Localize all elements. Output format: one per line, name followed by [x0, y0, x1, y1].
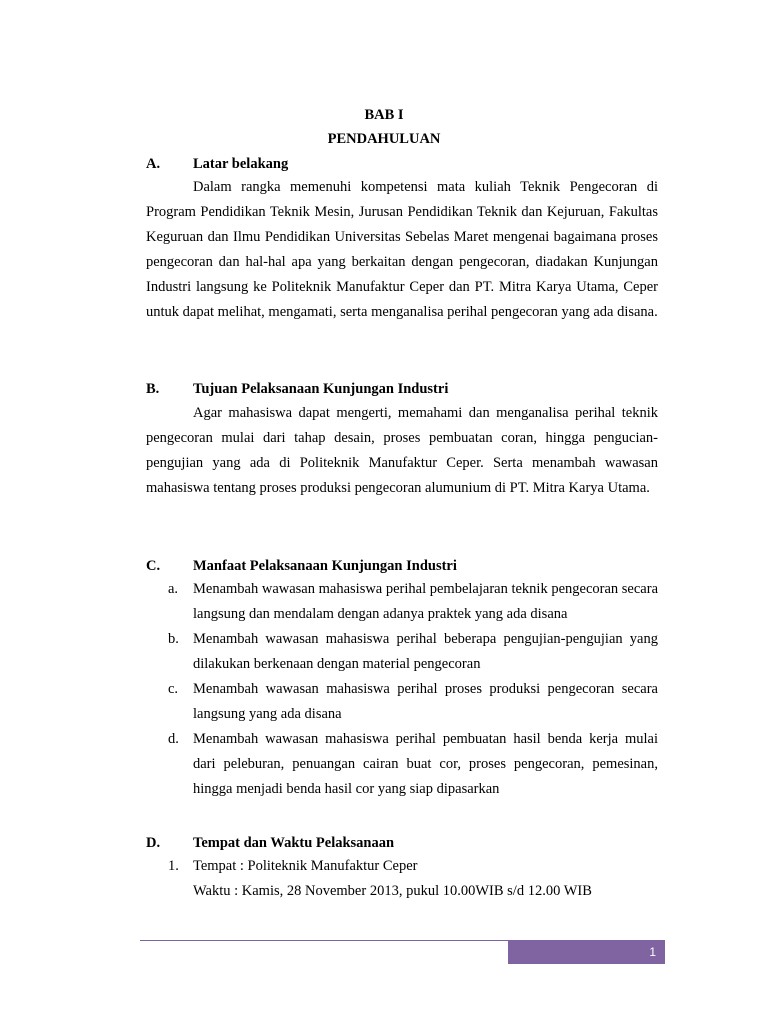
list-item-text: Menambah wawasan mahasiswa perihal proses produksi pengecoran secara langsung yang ada disana	[193, 681, 658, 722]
list-item-text: Menambah wawasan mahasiswa perihal pembuatan hasil benda kerja mulai dari peleburan, penuangan cairan buat cor, proses pengecoran, pemesinan, hingga menjadi benda hasil cor yang siap dipasarkan	[193, 731, 658, 797]
list-item-text: Menambah wawasan mahasiswa perihal pembelajaran teknik pengecoran secara langsung dan mendalam dengan adanya praktek yang ada disana	[193, 581, 658, 622]
page-number: 1	[508, 940, 665, 964]
list-item	[168, 677, 658, 727]
list-item	[168, 627, 658, 677]
list-item	[168, 854, 658, 879]
section-letter: C.	[146, 558, 161, 574]
section-letter: D.	[146, 835, 161, 851]
section-title: Latar belakang	[193, 156, 289, 172]
section-b-paragraph: Agar mahasiswa dapat mengerti, memahami dan menganalisa perihal teknik pengecoran mulai dari tahap desain, proses pembuatan coran, hingga pengucian-pengujian yang ada di Politeknik Manufaktur Ceper. Serta menambah wawasan mahasiswa tentang proses produksi pengecoran alumunium di PT. Mitra Karya Utama.	[146, 405, 658, 496]
list-marker: 1.	[168, 858, 179, 874]
section-letter: A.	[146, 156, 161, 172]
footer-rule	[140, 940, 508, 941]
section-letter: B.	[146, 381, 160, 397]
list-item	[168, 727, 658, 802]
benefits-list	[168, 577, 658, 802]
section-title: Tujuan Pelaksanaan Kunjungan Industri	[193, 381, 449, 397]
chapter-label: BAB I	[364, 107, 404, 123]
place-time-list	[168, 854, 658, 879]
section-title: Tempat dan Waktu Pelaksanaan	[193, 835, 395, 851]
chapter-title: PENDAHULUAN	[327, 131, 441, 147]
list-marker: c.	[168, 681, 179, 697]
list-item-text: Tempat : Politeknik Manufaktur Ceper	[193, 858, 418, 874]
section-a-paragraph: Dalam rangka memenuhi kompetensi mata kuliah Teknik Pengecoran di Program Pendidikan Teknik Mesin, Jurusan Pendidikan Teknik dan Kejuruan, Fakultas Keguruan dan Ilmu Pendidikan Universitas Sebelas Maret mengenai bagaimana proses pengecoran dan hal-hal apa yang berkaitan dengan pengecoran, diadakan Kunjungan Industri langsung ke Politeknik Manufaktur Ceper dan PT. Mitra Karya Utama, Ceper untuk dapat melihat, mengamati, serta menganalisa perihal pengecoran yang ada disana.	[146, 179, 658, 320]
list-item-text: Menambah wawasan mahasiswa perihal beberapa pengujian-pengujian yang dilakukan berkenaan dengan material pengecoran	[193, 631, 658, 672]
list-marker: b.	[168, 631, 179, 647]
section-title: Manfaat Pelaksanaan Kunjungan Industri	[193, 558, 457, 574]
time-line: Waktu : Kamis, 28 November 2013, pukul 10.00WIB s/d 12.00 WIB	[193, 883, 592, 899]
list-marker: d.	[168, 731, 179, 747]
list-marker: a.	[168, 581, 179, 597]
list-item	[168, 577, 658, 627]
